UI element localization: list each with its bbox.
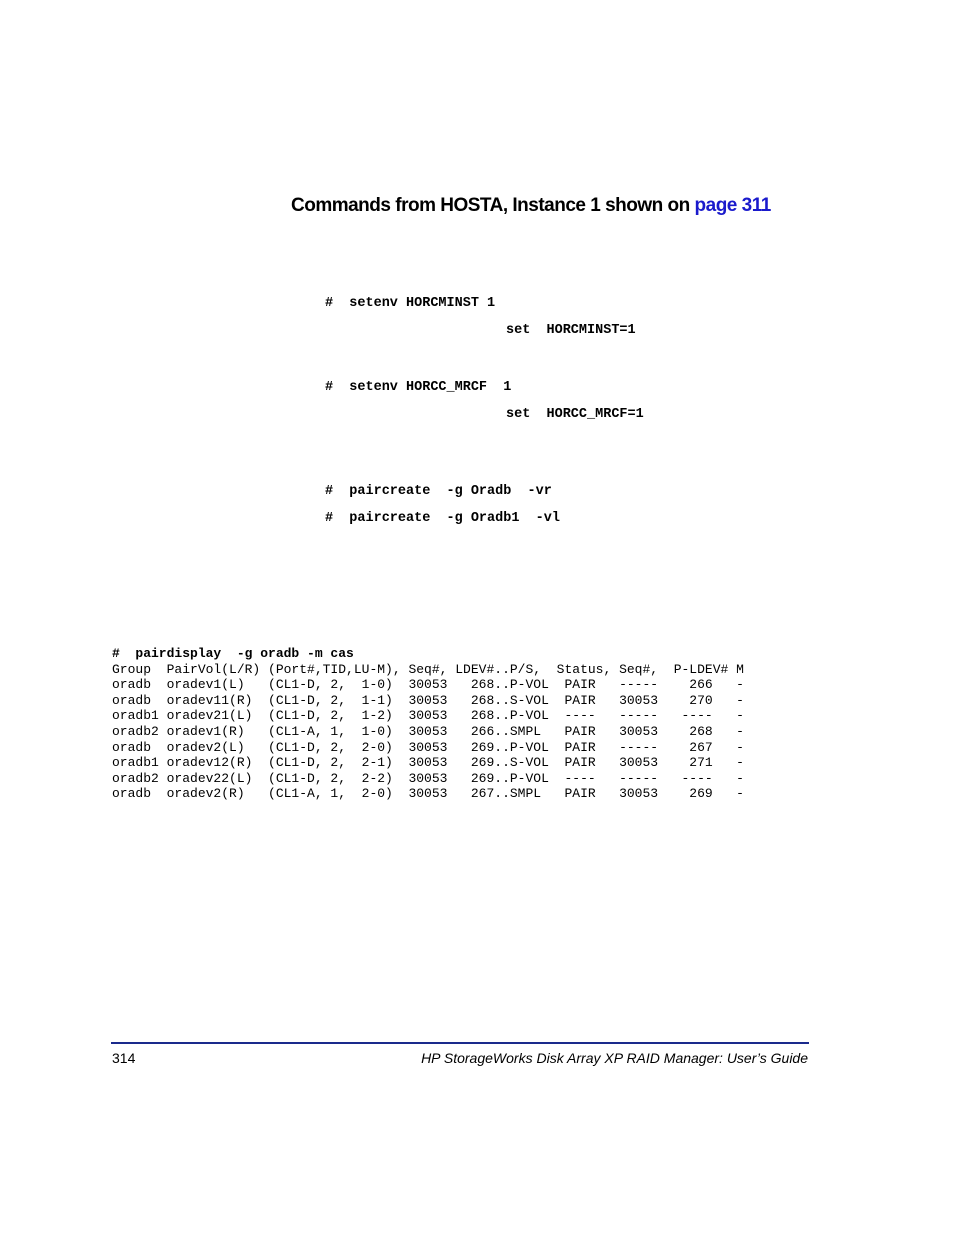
footer-rule [111,1042,809,1044]
command-setenv-horcc-mrcf: # setenv HORCC_MRCF 1 [325,380,512,395]
command-set-horcc-mrcf: set HORCC_MRCF=1 [506,407,644,422]
table-row: oradb oradev11(R) (CL1-D, 2, 1-1) 30053 268..S-VOL PAIR 30053 270 - [112,692,744,708]
command-paircreate-oradb: # paircreate -g Oradb -vr [325,484,552,499]
page-number: 314 [112,1050,136,1066]
pairdisplay-output [112,646,744,802]
pairdisplay-header: Group PairVol(L/R) (Port#,TID,LU-M), Seq#, LDEV#..P/S, Status, Seq#, P-LDEV# M [112,661,744,677]
heading-text: Commands from HOSTA, Instance 1 shown on [291,195,695,216]
command-set-horcminst: set HORCMINST=1 [506,323,636,338]
table-row: oradb oradev2(R) (CL1-A, 1, 2-0) 30053 267..SMPL PAIR 30053 269 - [112,786,744,802]
table-row: oradb2 oradev22(L) (CL1-D, 2, 2-2) 30053 269..P-VOL ---- ----- ---- - [112,770,744,786]
section-heading [291,195,771,217]
footer-title: HP StorageWorks Disk Array XP RAID Manager: User’s Guide [421,1050,808,1066]
command-paircreate-oradb1: # paircreate -g Oradb1 -vl [325,511,560,526]
command-setenv-horcminst: # setenv HORCMINST 1 [325,296,496,311]
table-row: oradb oradev1(L) (CL1-D, 2, 1-0) 30053 268..P-VOL PAIR ----- 266 - [112,677,744,693]
table-row: oradb1 oradev21(L) (CL1-D, 2, 1-2) 30053 268..P-VOL ---- ----- ---- - [112,708,744,724]
table-row: oradb oradev2(L) (CL1-D, 2, 2-0) 30053 269..P-VOL PAIR ----- 267 - [112,739,744,755]
pairdisplay-command: # pairdisplay -g oradb -m cas [112,646,354,661]
table-row: oradb2 oradev1(R) (CL1-A, 1, 1-0) 30053 266..SMPL PAIR 30053 268 - [112,723,744,739]
table-row: oradb1 oradev12(R) (CL1-D, 2, 2-1) 30053 269..S-VOL PAIR 30053 271 - [112,755,744,771]
page-link[interactable]: page 311 [694,195,771,216]
